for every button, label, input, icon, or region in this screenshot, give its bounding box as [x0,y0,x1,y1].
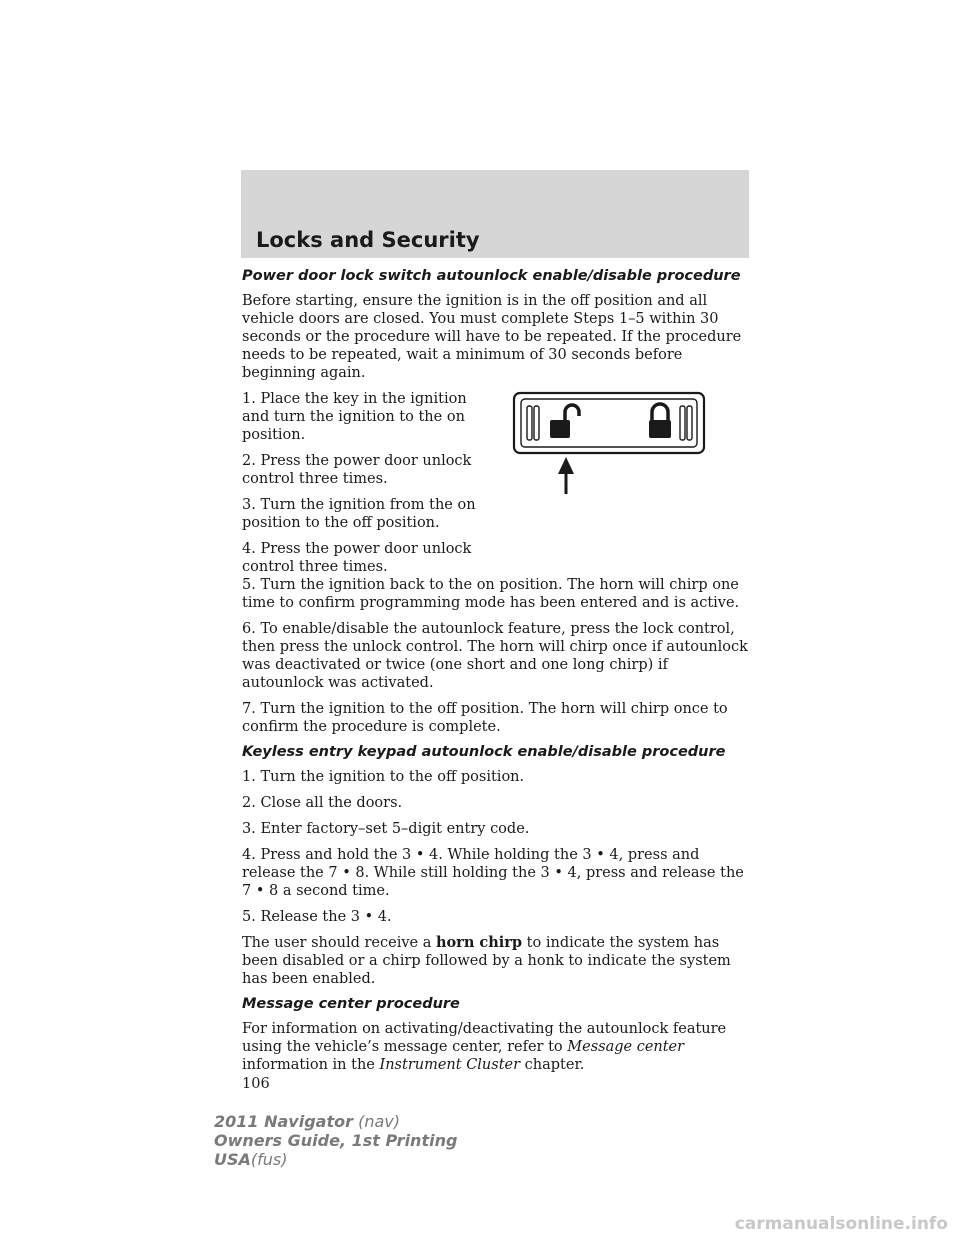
footer-model: 2011 Navigator [214,1112,353,1131]
keypad-step-2: 2. Close all the doors. [242,795,403,811]
footer-market-code: (fus) [250,1150,288,1169]
mc-link-message-center: Message center [567,1039,685,1055]
keypad-step-5: 5. Release the 3 • 4. [242,909,392,925]
mc-text-pre: For information on activating/deactivating the autounlock feature using the vehicle’s message center, refer to [242,1021,727,1055]
heading-power-door-lock: Power door lock switch autounlock enable/disable procedure [242,268,741,284]
message-center-paragraph [242,1020,748,1074]
result-horn-chirp: horn chirp [435,934,523,951]
keypad-result-paragraph [242,934,748,988]
step-5: 5. Turn the ignition back to the on position. The horn will chirp one time to confirm programming mode has been entered and is active. [242,577,740,611]
step-2: 2. Press the power door unlock control three times. [242,453,472,487]
footer-model-code: (nav) [358,1112,400,1131]
result-text-pre: The user should receive a [242,935,436,951]
heading-keyless-entry: Keyless entry keypad autounlock enable/disable procedure [242,744,726,760]
mc-text-mid: information in the [242,1057,380,1073]
watermark: carmanualsonline.info [734,1214,948,1234]
steps-with-figure [242,390,748,576]
up-arrow-icon [558,457,574,494]
step-7: 7. Turn the ignition to the off position. The horn will chirp once to confirm the procedure is complete. [242,701,728,735]
footer-guide: Owners Guide, 1st Printing [214,1131,458,1150]
keypad-step-4: 4. Press and hold the 3 • 4. While holding the 3 • 4, press and release the 7 • 8. While still holding the 3 • 4, press and release the 7 • 8 a second time. [242,847,744,899]
page-content [242,268,748,1092]
keypad-step-1: 1. Turn the ignition to the off position. [242,769,525,785]
step-1: 1. Place the key in the ignition and turn the ignition to the on position. [242,391,467,443]
section-title: Locks and Security [256,228,480,252]
mc-text-post: chapter. [520,1057,585,1073]
door-lock-switch-figure [492,390,748,530]
mc-link-instrument-cluster: Instrument Cluster [379,1057,521,1073]
step-6: 6. To enable/disable the autounlock feature, press the lock control, then press the unlock control. The horn will chirp once if autounlock was deactivated or twice (one short and one long chirp) if autounlock was activated. [242,621,748,691]
step-3: 3. Turn the ignition from the on position to the off position. [242,497,476,531]
heading-message-center: Message center procedure [242,996,460,1012]
door-lock-switch-illustration [512,390,712,495]
page-number: 106 [242,1076,270,1092]
print-footer [214,1112,457,1169]
step-4: 4. Press the power door unlock control three times. [242,541,472,575]
result-text-post: to indicate the system has been disabled or a chirp followed by a honk to indicate the system has been enabled. [242,935,731,987]
keypad-step-3: 3. Enter factory–set 5–digit entry code. [242,821,530,837]
footer-market: USA [214,1150,251,1169]
intro-paragraph: Before starting, ensure the ignition is in the off position and all vehicle doors are closed. You must complete Steps 1–5 within 30 seconds or the procedure will have to be repeated. If the procedure needs to be repeated, wait a minimum of 30 seconds before beginning again. [242,293,742,381]
